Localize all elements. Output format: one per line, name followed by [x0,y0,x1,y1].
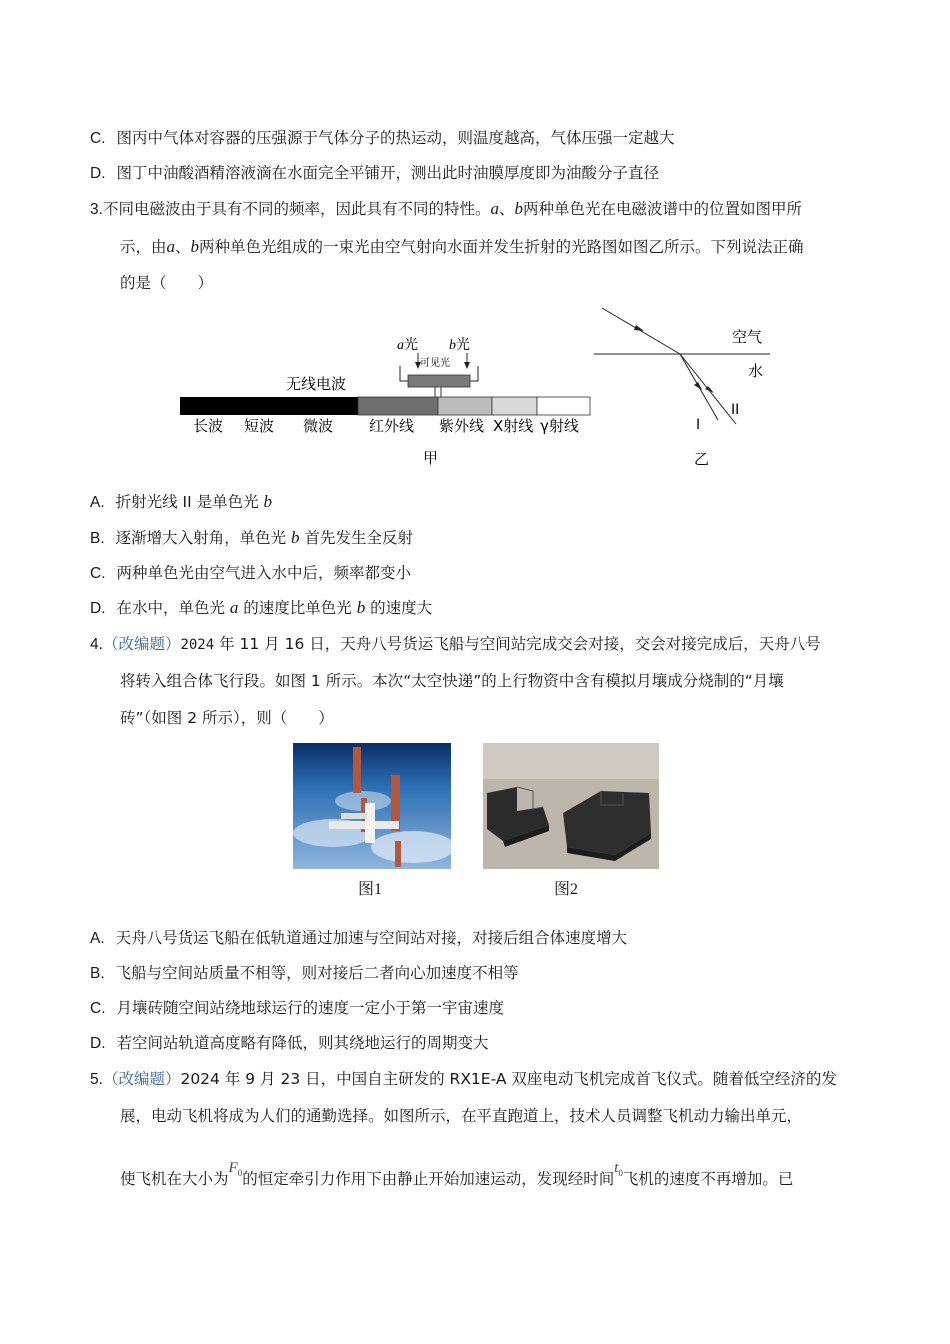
option-text: 的速度大 [365,599,433,617]
water-label: 水 [748,362,764,380]
option-letter: B. [90,530,105,547]
ultraviolet-band [438,397,492,415]
figure-caption-jia: 甲 [423,449,439,467]
force-symbol: F [228,1160,238,1176]
refracted-arrow-1 [694,382,702,390]
force-f0 [229,1160,243,1176]
q3-stem-line2 [120,237,804,257]
stem-text: 的是（ ） [120,274,214,292]
gamma-band [537,397,590,415]
band-xray: X射线 [493,417,534,435]
stem-text: 年 11 月 16 日，天舟八号货运飞船与空间站完成交会对接，交会对接完成后，天舟八号 [214,635,821,653]
band-ultraviolet: 紫外线 [439,417,485,435]
q4-option-d [90,1033,488,1054]
option-text: 折射光线 II 是单色光 [115,493,264,511]
question-number: 3. [90,201,103,218]
q5-stem-line2 [120,1106,802,1126]
q3-option-b [90,528,413,549]
option-letter: A. [90,494,105,511]
option-letter: D. [90,600,106,617]
time-t0 [614,1160,623,1176]
visible-strip [408,375,470,387]
var-a: a [490,199,499,218]
b-light-label [449,336,470,353]
var-b: b [449,338,456,353]
option-letter: D. [90,165,106,182]
option-text: 图丁中油酸酒精溶液滴在水面完全平铺开，测出此时油膜厚度即为油酸分子直径 [116,164,659,182]
option-letter: C. [90,565,106,582]
band-infrared: 红外线 [369,417,415,435]
var-a: a [397,338,404,353]
var-b: b [514,199,523,218]
q4-stem-line1 [90,634,821,655]
band-long-wave: 长波 [193,417,224,435]
figure-caption-1: 图1 [358,881,383,898]
option-text: 月壤砖随空间站绕地球运行的速度一定小于第一宇宙速度 [116,999,504,1017]
var-a: a [166,237,176,256]
option-letter: D. [90,1035,106,1052]
stem-text: 飞机的速度不再增加。已 [622,1170,794,1188]
stem-text: 示，由 [120,238,167,256]
question-number: 4. [90,636,103,653]
light-word: 光 [456,337,470,353]
stem-text: 将转入组合体飞行段。如图 1 所示。本次“太空快递”的上行物资中含有模拟月壤成分烧制的“月壤 [120,672,784,690]
stem-text: 砖”（如图 2 所示），则（ ） [120,709,334,727]
em-spectrum-figure [170,325,600,475]
q5-stem-line3 [120,1160,794,1195]
radio-wave-label: 无线电波 [286,375,347,393]
a-light-label [397,336,418,353]
ray-2-label: II [731,402,740,418]
option-text: 天舟八号货运飞船在低轨道通过加速与空间站对接，对接后组合体速度增大 [115,929,628,947]
option-letter: A. [90,930,105,947]
band-short-wave: 短波 [244,417,275,435]
stem-text: 2024 年 9 月 23 日，中国自主研发的 RX1E-A 双座电动飞机完成首飞仪式。随着低空经济的发 [180,1070,837,1088]
option-text: 图丙中气体对容器的压强源于气体分子的热运动，则温度越高，气体压强一定越大 [116,129,675,147]
refraction-figure [590,300,780,475]
figure-caption-yi: 乙 [694,450,710,468]
option-letter: C. [90,1000,106,1017]
option-letter: C. [90,130,106,147]
stem-text: 使飞机在大小为 [120,1170,229,1188]
band-microwave: 微波 [303,417,334,435]
time-symbol: t [614,1160,619,1176]
var-b: b [263,492,273,511]
q4-option-a [90,928,627,949]
option-text: 的速度比单色光 [238,599,357,617]
option-text: 若空间站轨道高度略有降低，则其绕地运行的周期变大 [116,1034,489,1052]
air-label: 空气 [732,328,763,346]
q4-stem-line3 [120,708,334,728]
var-b: b [190,237,200,256]
stem-text: 两种单色光组成的一束光由空气射向水面并发生折射的光路图如图乙所示。下列说法正确 [199,238,804,256]
option-text: 两种单色光由空气进入水中后，频率都变小 [116,564,411,582]
separator: 、 [498,200,515,218]
b-arrow-head [464,362,470,369]
figure-caption-2: 图2 [554,881,579,898]
incident-ray [602,308,680,354]
space-station-image [293,743,451,869]
q3-option-a [90,492,272,513]
year: 2024 [180,637,215,653]
adapted-tag: （改编题） [102,1070,181,1088]
ray-1-label: I [696,417,701,433]
q2-option-d [90,163,659,184]
q4-option-c [90,998,504,1019]
incident-arrow [634,325,644,331]
q2-option-c [90,128,674,149]
light-word: 光 [404,337,418,353]
stem-text: 不同电磁波由于具有不同的频率，因此具有不同的特性。 [102,200,491,218]
var-b: b [356,598,366,617]
lunar-brick-image [483,743,659,869]
option-text: 首先发生全反射 [299,529,413,547]
var-a: a [229,598,239,617]
stem-text: 两种单色光在电磁波谱中的位置如图甲所 [522,200,802,218]
infrared-band [358,397,438,415]
time-subscript: 0 [618,1168,623,1178]
option-text: 逐渐增大入射角，单色光 [115,529,292,547]
stem-text: 展，电动飞机将成为人们的通勤选择。如图所示，在平直跑道上，技术人员调整飞机动力输出单元， [120,1107,803,1125]
q3-option-d [90,598,432,619]
option-letter: B. [90,965,105,982]
var-b: b [291,528,300,547]
separator: 、 [175,238,191,256]
radio-band [180,397,358,415]
option-text: 在水中，单色光 [116,599,230,617]
xray-band [492,397,537,415]
force-subscript: 0 [237,1168,243,1178]
q4-stem-line2 [120,671,784,691]
q4-option-b [90,963,519,984]
visible-light-label: 可见光 [420,358,450,369]
q3-stem-line3 [120,273,213,293]
q3-option-c [90,563,411,584]
band-gamma: γ射线 [540,417,579,435]
stem-text: 的恒定牵引力作用下由静止开始加速运动，发现经时间 [242,1170,615,1188]
question-number: 5. [90,1071,103,1088]
q5-stem-line1 [90,1069,837,1090]
q3-stem-line1 [90,199,802,220]
option-text: 飞船与空间站质量不相等，则对接后二者向心加速度不相等 [115,964,519,982]
adapted-tag: （改编题） [102,635,181,653]
